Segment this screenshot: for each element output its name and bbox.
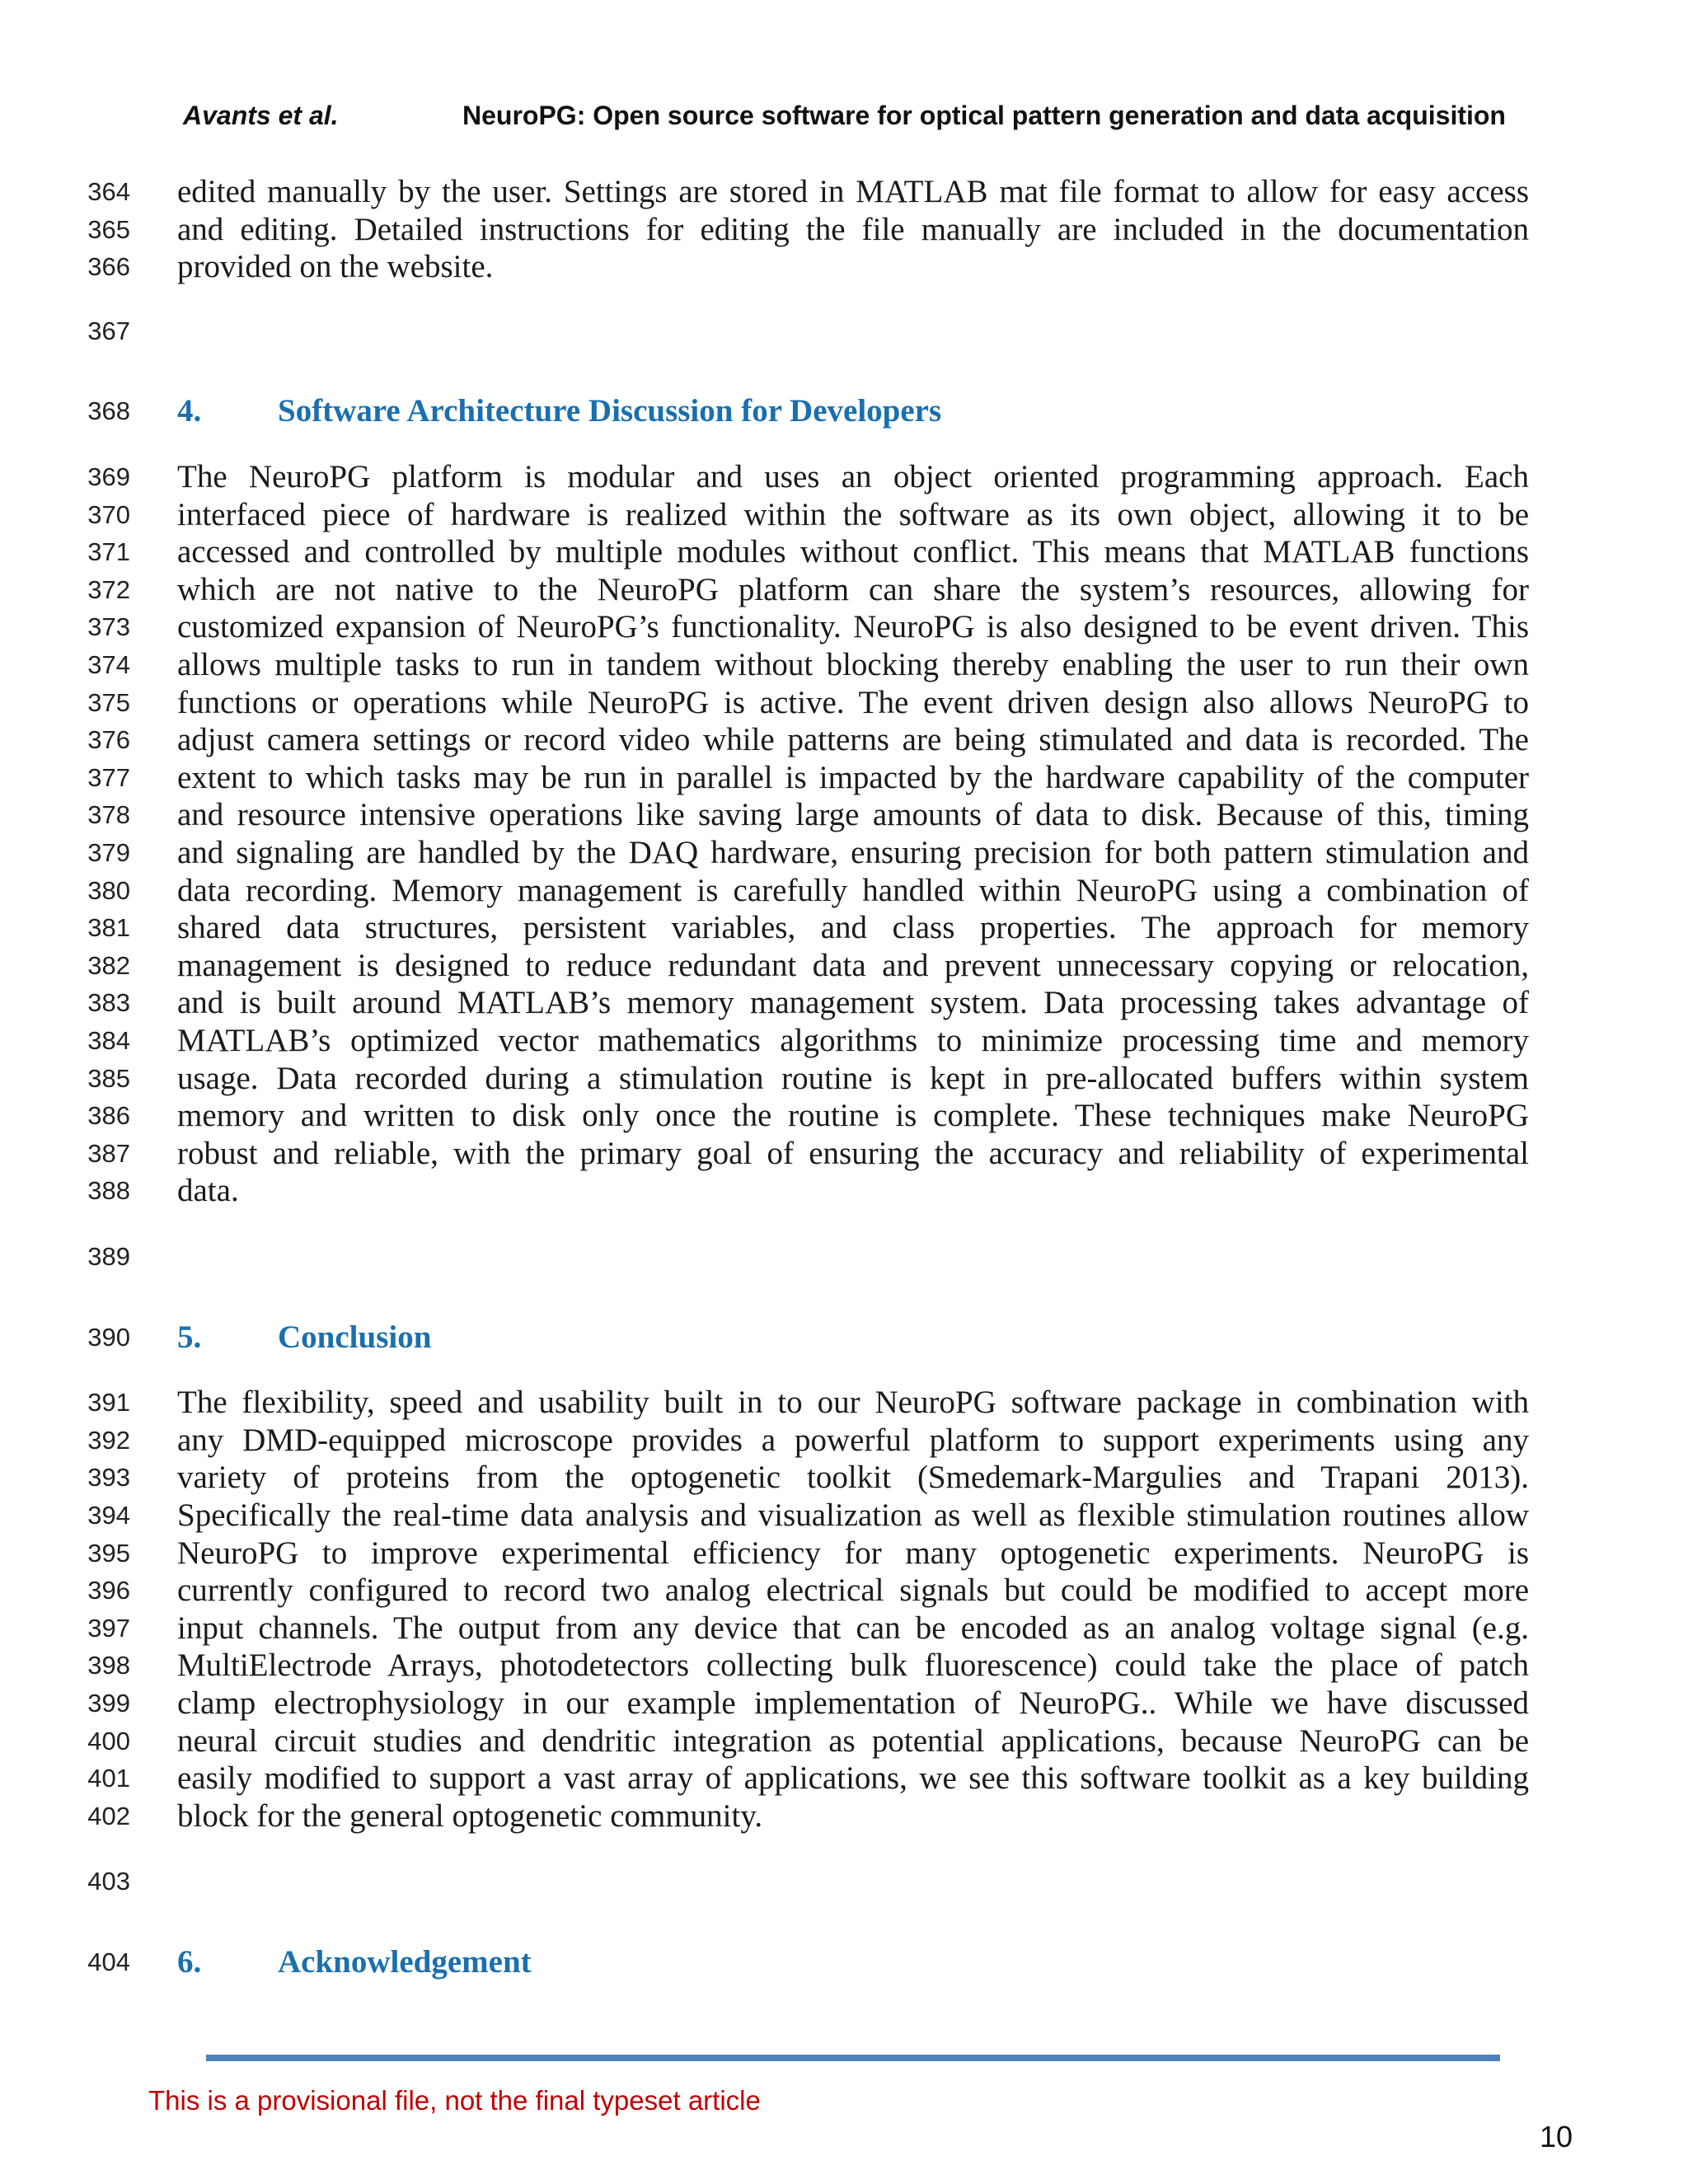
section-number: 5. — [177, 1319, 202, 1355]
line-text: functions or operations while NeuroPG is active. The event driven design also allows NeuroPG to — [177, 684, 1529, 720]
text-line — [0, 1060, 1688, 1098]
line-text: edited manually by the user. Settings are stored in MATLAB mat file format to allow for easy access — [177, 174, 1529, 209]
line-number: 378 — [87, 800, 130, 830]
text-line — [0, 872, 1688, 910]
text-line — [0, 1863, 1688, 1900]
text-line — [0, 759, 1688, 797]
footer-rule — [206, 2055, 1500, 2061]
line-number: 384 — [87, 1026, 130, 1055]
text-line — [0, 458, 1688, 496]
line-text: input channels. The output from any device that can be encoded as an analog voltage signal (e.g. — [177, 1610, 1529, 1646]
section-title: Software Architecture Discussion for Developers — [278, 393, 942, 429]
text-line — [0, 984, 1688, 1022]
line-number: 366 — [87, 252, 130, 282]
text-line — [0, 571, 1688, 609]
line-number: 374 — [87, 650, 130, 679]
section-title: Conclusion — [278, 1319, 432, 1355]
line-text: Specifically the real-time data analysis and visualization as well as flexible stimulation routines allow — [177, 1497, 1529, 1533]
line-text: clamp electrophysiology in our example implementation of NeuroPG.. While we have discussed — [177, 1685, 1529, 1721]
text-line — [0, 173, 1688, 211]
line-number: 376 — [87, 725, 130, 755]
line-text: accessed and controlled by multiple modules without conflict. This means that MATLAB functions — [177, 534, 1529, 570]
line-number: 372 — [87, 574, 130, 604]
text-line — [0, 533, 1688, 571]
text-line — [0, 1097, 1688, 1135]
line-number: 369 — [87, 462, 130, 491]
line-text: NeuroPG to improve experimental efficiency for many optogenetic experiments. NeuroPG is — [177, 1535, 1529, 1571]
line-number: 392 — [87, 1425, 130, 1455]
line-number: 381 — [87, 913, 130, 943]
line-number: 385 — [87, 1063, 130, 1093]
text-line — [0, 1022, 1688, 1060]
line-text: extent to which tasks may be run in parallel is impacted by the hardware capability of the computer — [177, 759, 1529, 795]
text-line — [0, 248, 1688, 286]
text-line — [0, 496, 1688, 534]
page-number: 10 — [1540, 2120, 1573, 2154]
text-line — [0, 721, 1688, 759]
running-header-title: NeuroPG: Open source software for optical pattern generation and data acquisition — [462, 101, 1506, 130]
text-line — [0, 646, 1688, 684]
line-number: 367 — [87, 316, 130, 345]
line-text: block for the general optogenetic community. — [177, 1797, 763, 1834]
line-number: 373 — [87, 612, 130, 642]
line-number: 387 — [87, 1138, 130, 1168]
line-text: customized expansion of NeuroPG’s functionality. NeuroPG is also designed to be event driven. This — [177, 609, 1529, 645]
section-heading-line — [0, 1319, 1688, 1357]
line-text: and is built around MATLAB’s memory management system. Data processing takes advantage of — [177, 985, 1529, 1021]
line-number: 388 — [87, 1176, 130, 1206]
text-line — [0, 1685, 1688, 1722]
line-text: any DMD-equipped microscope provides a powerful platform to support experiments using any — [177, 1422, 1529, 1458]
line-number: 399 — [87, 1689, 130, 1718]
text-line — [0, 1172, 1688, 1210]
section-number: 6. — [177, 1944, 202, 1980]
text-line — [0, 834, 1688, 872]
text-line — [0, 608, 1688, 646]
line-number: 402 — [87, 1801, 130, 1830]
text-line — [0, 1797, 1688, 1835]
line-number: 403 — [87, 1867, 130, 1896]
line-text: usage. Data recorded during a stimulation routine is kept in pre-allocated buffers within system — [177, 1060, 1529, 1096]
line-number: 377 — [87, 762, 130, 792]
text-line — [0, 1497, 1688, 1535]
line-number: 371 — [87, 537, 130, 567]
text-line — [0, 1610, 1688, 1647]
text-line — [0, 1459, 1688, 1497]
text-line — [0, 312, 1688, 350]
text-line — [0, 1760, 1688, 1797]
running-header-authors: Avants et al. — [183, 101, 339, 130]
line-text: MATLAB’s optimized vector mathematics algorithms to minimize processing time and memory — [177, 1023, 1529, 1058]
line-number: 365 — [87, 214, 130, 244]
text-line — [0, 947, 1688, 985]
text-line — [0, 684, 1688, 722]
line-text: which are not native to the NeuroPG platform can share the system’s resources, allowing for — [177, 571, 1529, 607]
line-text: and signaling are handled by the DAQ hardware, ensuring precision for both pattern stimulation and — [177, 835, 1529, 870]
line-number: 400 — [87, 1726, 130, 1755]
text-line — [0, 1135, 1688, 1173]
line-number: 364 — [87, 177, 130, 206]
line-text: The flexibility, speed and usability built in to our NeuroPG software package in combination with — [177, 1385, 1529, 1421]
section-title: Acknowledgement — [278, 1944, 532, 1980]
line-number: 398 — [87, 1651, 130, 1680]
line-text: data. — [177, 1173, 239, 1209]
line-number: 395 — [87, 1538, 130, 1568]
section-heading-line — [0, 392, 1688, 430]
line-number: 370 — [87, 499, 130, 529]
text-line — [0, 1535, 1688, 1572]
line-number: 382 — [87, 950, 130, 980]
text-line — [0, 1647, 1688, 1685]
text-line — [0, 1572, 1688, 1610]
line-text: and editing. Detailed instructions for editing the file manually are included in the documentation — [177, 211, 1529, 247]
line-number: 389 — [87, 1242, 130, 1271]
line-text: data recording. Memory management is carefully handled within NeuroPG using a combination of — [177, 872, 1529, 908]
line-text: neural circuit studies and dendritic integration as potential applications, because NeuroPG can be — [177, 1722, 1529, 1759]
line-text: and resource intensive operations like saving large amounts of data to disk. Because of this, timing — [177, 797, 1529, 833]
section-heading-line — [0, 1943, 1688, 1981]
section-number: 4. — [177, 393, 202, 429]
line-number: 390 — [87, 1322, 130, 1352]
text-line — [0, 796, 1688, 834]
line-number: 383 — [87, 988, 130, 1018]
line-number: 394 — [87, 1501, 130, 1530]
line-number: 368 — [87, 396, 130, 426]
line-number: 404 — [87, 1947, 130, 1976]
line-number: 401 — [87, 1764, 130, 1793]
provisional-notice: This is a provisional file, not the final typeset article — [148, 2085, 761, 2116]
line-text: MultiElectrode Arrays, photodetectors collecting bulk fluorescence) could take the place of patch — [177, 1647, 1529, 1684]
section-heading — [177, 392, 1529, 430]
section-heading — [177, 1943, 1529, 1981]
line-text: currently configured to record two analog electrical signals but could be modified to accept more — [177, 1572, 1529, 1609]
line-text: interfaced piece of hardware is realized within the software as its own object, allowing it to be — [177, 496, 1529, 532]
line-text: provided on the website. — [177, 249, 494, 285]
line-text: shared data structures, persistent variables, and class properties. The approach for memory — [177, 910, 1529, 946]
text-line — [0, 1238, 1688, 1276]
line-number: 393 — [87, 1463, 130, 1493]
text-line — [0, 909, 1688, 947]
line-number: 391 — [87, 1388, 130, 1418]
line-text: variety of proteins from the optogenetic toolkit (Smedemark-Margulies and Trapani 2013). — [177, 1460, 1529, 1496]
text-line — [0, 1422, 1688, 1460]
line-text: adjust camera settings or record video while patterns are being stimulated and data is recorded. The — [177, 722, 1529, 758]
line-text: management is designed to reduce redundant data and prevent unnecessary copying or relocation, — [177, 947, 1529, 983]
line-number: 397 — [87, 1613, 130, 1643]
text-line — [0, 211, 1688, 249]
line-number: 380 — [87, 875, 130, 905]
line-text: memory and written to disk only once the routine is complete. These techniques make NeuroPG — [177, 1098, 1529, 1134]
line-text: The NeuroPG platform is modular and uses an object oriented programming approach. Each — [177, 459, 1529, 494]
line-number: 396 — [87, 1576, 130, 1605]
section-heading — [177, 1319, 1529, 1357]
line-number: 386 — [87, 1101, 130, 1131]
line-number: 379 — [87, 838, 130, 867]
line-text: easily modified to support a vast array of applications, we see this software toolkit as a key building — [177, 1760, 1529, 1797]
line-text: robust and reliable, with the primary goal of ensuring the accuracy and reliability of experimental — [177, 1135, 1529, 1171]
line-text: allows multiple tasks to run in tandem without blocking thereby enabling the user to run their own — [177, 647, 1529, 682]
text-line — [0, 1722, 1688, 1760]
text-line — [0, 1384, 1688, 1422]
line-number: 375 — [87, 687, 130, 717]
